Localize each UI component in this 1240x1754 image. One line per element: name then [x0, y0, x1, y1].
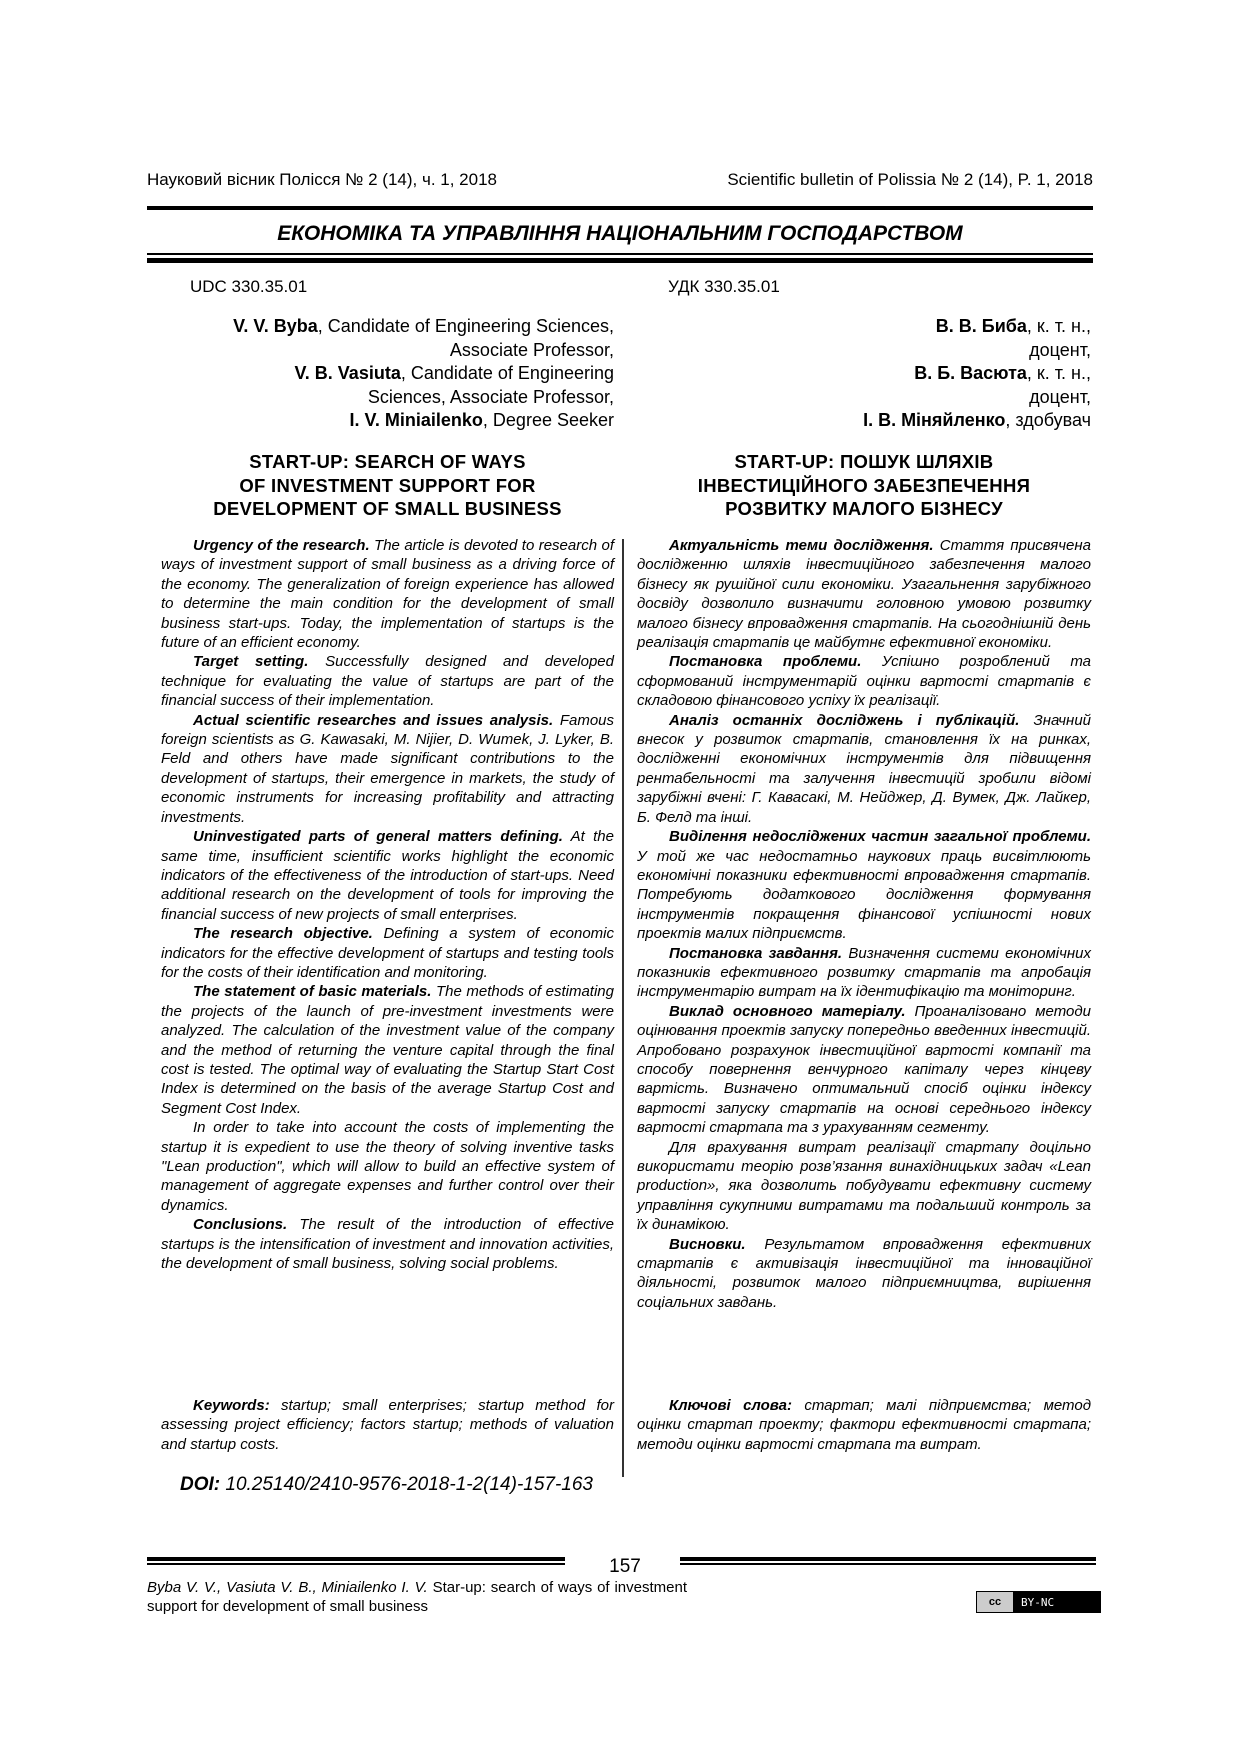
- author-name: I. V. Miniailenko: [349, 410, 483, 430]
- abstract-paragraph: The statement of basic materials. The methods of estimating the projects of the launch of pre-investment investments were analyzed. The calculation of the investment value of the company and the method of returning the venture capital through the final cost is tested. The optimal way of evaluating the Startup Start Cost Index is determined on the basis of the average Startup Cost and Segment Cost Index.: [161, 983, 614, 1117]
- abstract-paragraph: Uninvestigated parts of general matters defining. At the same time, insufficient scientific works highlight the economic indicators of the effectiveness of the introduction of start-ups. Need additional research on the development of tools for improving the financial success of new projects of small enterprises.: [161, 828, 614, 923]
- author-role: Associate Professor,: [449, 339, 614, 360]
- author-name: І. В. Міняйленко: [863, 410, 1006, 430]
- udc-uk: УДК 330.35.01: [668, 277, 780, 296]
- author-role: , Candidate of Engineering: [400, 363, 614, 383]
- abstract-paragraph: Для врахування витрат реалізації стартапу доцільно використати теорію розв’язання винахідницьких задач «Lean production», яка дозволить побудувати ефективну систему управління сукупними витратами та подальший контроль за їх динамікою.: [637, 1138, 1091, 1234]
- section-rule-thin: [147, 253, 1093, 255]
- keywords-text: стартап; малі підприємства; метод оцінки стартап проекту; фактори ефективності стартапа; методи оцінки вартості стартапа та витрат.: [637, 1397, 1091, 1453]
- abstract-paragraph: Conclusions. The result of the introduction of effective startups is the intensification of investment and innovation activities, the development of small business, solving social problems.: [161, 1216, 614, 1273]
- page-number: 157: [609, 1556, 641, 1577]
- footer-rule-right-thick: [680, 1557, 1096, 1561]
- abstract-paragraph: Actual scientific researches and issues analysis. Famous foreign scientists as G. Kawasaki, M. Nijier, D. Wumek, J. Lyker, B. Feld and others have made significant contributions to the development of startups, their emergence in markets, the study of economic instruments for increasing profitability and attracting investments.: [161, 711, 615, 826]
- author-role: доцент,: [1029, 386, 1091, 407]
- abstract-uk: [637, 536, 1091, 1312]
- author-role: , здобувач: [1005, 410, 1091, 430]
- abstract-en: [161, 536, 614, 1273]
- abstract-paragraph: In order to take into account the costs of implementing the startup it is expedient to use the theory of solving inventive tasks "Lean production", which will allow to build an effective system of management of aggregate expenses and further control over their dynamics.: [161, 1119, 614, 1214]
- udc-en: UDC 330.35.01: [190, 277, 308, 296]
- license-badge[interactable]: [976, 1591, 1101, 1613]
- abstract-paragraph: Urgency of the research. The article is devoted to research of ways of investment support of small business as a driving force of the economy. The generalization of foreign experience has allowed to determine the main condition for the development of small business start-ups. Today, the implementation of startups is the future of an efficient economy.: [161, 537, 614, 652]
- author-role: , Degree Seeker: [482, 410, 614, 430]
- keywords-label: Keywords:: [193, 1397, 270, 1414]
- section-title: ЕКОНОМІКА ТА УПРАВЛІННЯ НАЦІОНАЛЬНИМ ГОСПОДАРСТВОМ: [277, 222, 963, 245]
- article-title-en: [161, 450, 614, 521]
- running-header-left: Науковий вісник Полісся № 2 (14), ч. 1, 2018: [147, 170, 497, 189]
- footer-rule-right-thin: [680, 1563, 1096, 1565]
- abstract-paragraph: Виклад основного матеріалу. Проаналізовано методи оцінювання проектів запуску попередньо введенних інвестицій. Апробовано розрахунок інвестиційної вартості компанії та способу повернення венчурного капіталу через кінцеву вартість. Визначено оптимальний спосіб оцінки індексу вартості запуску стартапів на основі середнього індексу вартості стартапа та з урахуванням сегменту.: [637, 1002, 1092, 1137]
- author-role: доцент,: [1029, 339, 1091, 360]
- keywords-label: Ключові слова:: [669, 1397, 792, 1414]
- title-line: OF INVESTMENT SUPPORT FOR: [239, 474, 536, 496]
- doi[interactable]: [180, 1474, 593, 1496]
- author-role: , к. т. н.,: [1026, 363, 1091, 383]
- authors-en: [233, 315, 614, 433]
- footer-rule-left-thick: [147, 1557, 565, 1561]
- citation: [147, 1578, 687, 1616]
- doi-label: DOI:: [180, 1474, 221, 1495]
- article-title-uk: [637, 450, 1091, 521]
- author-role: , к. т. н.,: [1026, 316, 1091, 336]
- keywords-text: startup; small enterprises; startup method for assessing project efficiency; factors startup; methods of valuation and startup costs.: [161, 1397, 614, 1453]
- doi-value[interactable]: 10.25140/2410-9576-2018-1-2(14)-157-163: [220, 1474, 594, 1495]
- abstract-paragraph: Висновки. Результатом впровадження ефективних стартапів є активізація інвестиційної та інноваційної діяльності, розвиток малого підприємництва, вирішення соціальних завдань.: [637, 1235, 1091, 1311]
- abstract-paragraph: Виділення недосліджених частин загальної проблеми. У той же час недостатньо наукових праць висвітлюють економічні показники ефективності впровадження стартапів. Потребують додаткового дослідження формування інструментів покращення фінансової успішності нових проектів малих підприємств.: [637, 828, 1091, 943]
- title-line: DEVELOPMENT OF SMALL BUSINESS: [213, 498, 562, 519]
- license-label: BY-NC: [1021, 1595, 1055, 1609]
- abstract-paragraph: Постановка завдання. Визначення системи економічних показників ефективного розвитку стартапів та апробація інструментарію витрат на їх ідентифікацію та моніторинг.: [637, 944, 1091, 1001]
- title-line: START-UP: SEARCH OF WAYS: [249, 451, 526, 472]
- author-role: , Candidate of Engineering Sciences,: [317, 316, 614, 336]
- citation-title: Star-up: search of ways of investment support for development of small business: [147, 1579, 687, 1615]
- section-rule-thick: [147, 258, 1093, 263]
- creative-commons-icon: cc: [977, 1592, 1013, 1612]
- author-name: V. V. Byba: [233, 316, 318, 336]
- author-name: В. Б. Васюта: [914, 363, 1027, 383]
- title-line: START-UP: ПОШУК ШЛЯХІВ: [734, 451, 994, 472]
- column-divider: [622, 539, 624, 1477]
- keywords-uk: [637, 1396, 1091, 1454]
- header-rule: [147, 206, 1093, 210]
- abstract-paragraph: Актуальність теми дослідження. Стаття присвячена дослідженню шляхів інвестиційного забезпечення малого бізнесу як рушійної сили економіки. Узагальнення зарубіжного досвіду дозволило визначити головною умовою розвитку малого бізнесу впровадження стартапів. На сьогоднішній день реалізація стартапів це майбутнє ефективної економіки.: [637, 537, 1091, 652]
- footer-rule-left-thin: [147, 1563, 565, 1565]
- title-line: ІНВЕСТИЦІЙНОГО ЗАБЕЗПЕЧЕННЯ: [697, 474, 1031, 496]
- citation-authors: Byba V. V., Vasiuta V. B., Miniailenko I. V.: [147, 1579, 428, 1596]
- author-name: В. В. Биба: [935, 316, 1027, 336]
- author-role: Sciences, Associate Professor,: [367, 386, 614, 407]
- abstract-paragraph: The research objective. Defining a system of economic indicators for the effective development of startups and testing tools for the costs of their identification and monitoring.: [161, 925, 614, 981]
- title-line: РОЗВИТКУ МАЛОГО БІЗНЕСУ: [725, 498, 1003, 519]
- keywords-en: [161, 1396, 614, 1454]
- abstract-paragraph: Target setting. Successfully designed and developed technique for evaluating the value of startups are part of the financial success of their implementation.: [161, 653, 614, 710]
- abstract-paragraph: Аналіз останніх досліджень і публікацій. Значний внесок у розвиток стартапів, становлення їх на ринках, дослідженні економічних інструментів для підвищення рентабельності та залучення інвестицій зробили відомі зарубіжні вчені: Г. Кавасакі, М. Нейджер, Д. Вумек, Дж. Лайкер, Б. Фелд та інші.: [637, 711, 1091, 826]
- authors-uk: [863, 315, 1091, 433]
- running-header-right: Scientific bulletin of Polissia № 2 (14), P. 1, 2018: [727, 170, 1093, 189]
- abstract-paragraph: Постановка проблеми. Успішно розроблений та сформований інструментарій оцінки вартості стартапів є складовою фінансового успіху їх реалізації.: [637, 653, 1091, 710]
- author-name: V. B. Vasiuta: [294, 363, 401, 383]
